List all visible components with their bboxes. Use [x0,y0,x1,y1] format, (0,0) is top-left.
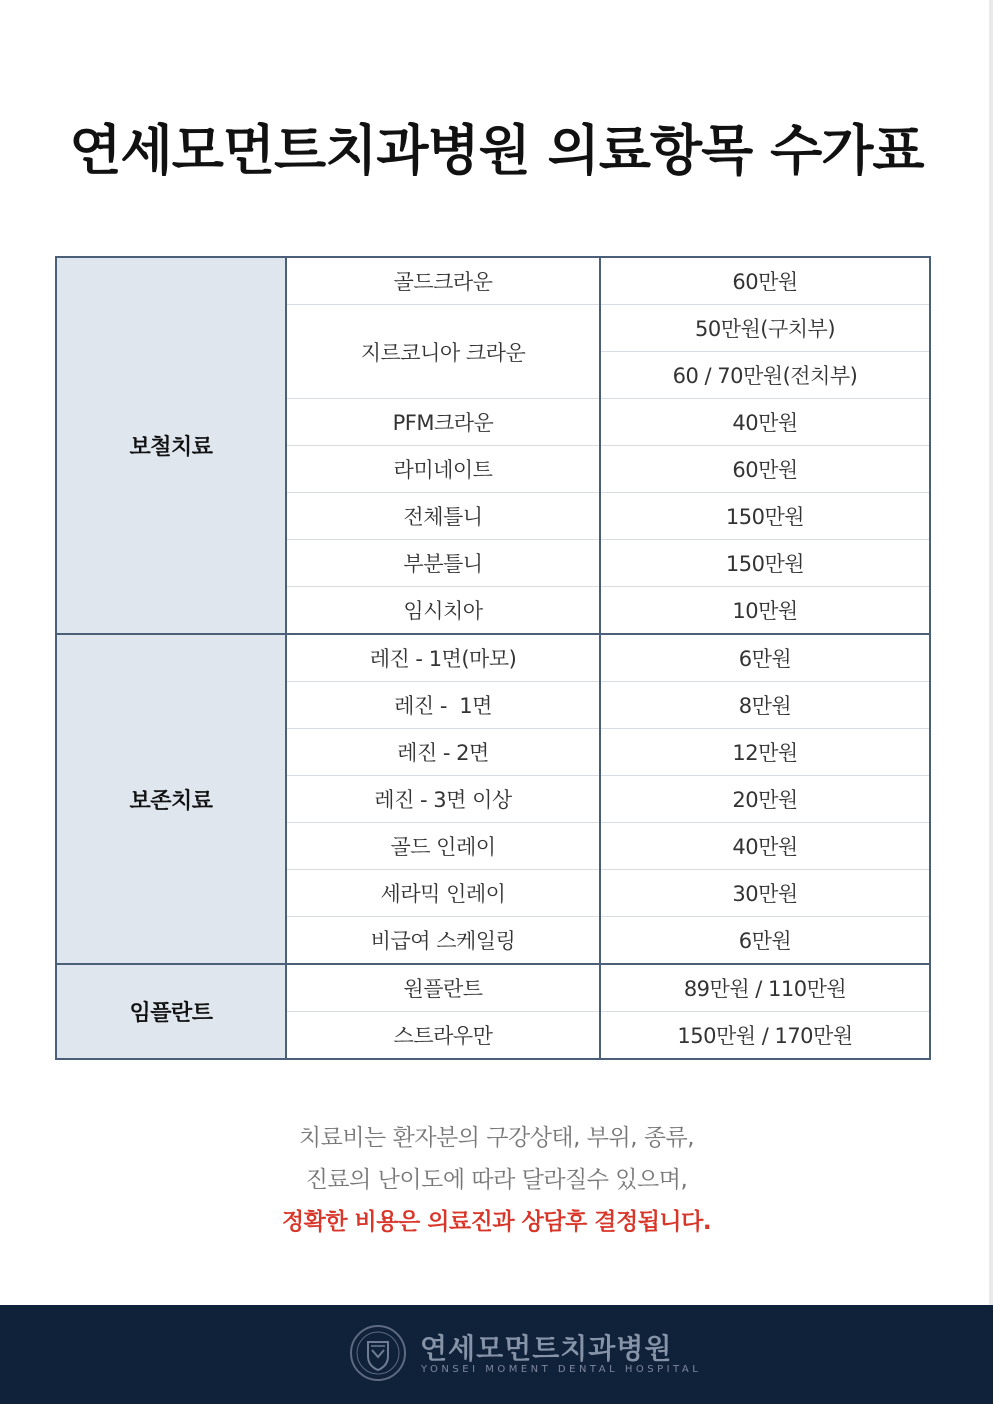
price-partial-denture: 150만원 [600,540,930,587]
notes [0,1117,993,1243]
price-resin-1: 8만원 [600,682,930,729]
price-zirconia-posterior: 50만원(구치부) [600,305,930,352]
item-ceramic-inlay: 세라믹 인레이 [286,870,600,917]
price-temporary-tooth: 10만원 [600,587,930,635]
item-temporary-tooth: 임시치아 [286,587,600,635]
item-one-implant: 원플란트 [286,964,600,1012]
item-laminate: 라미네이트 [286,446,600,493]
price-gold-inlay: 40만원 [600,823,930,870]
item-partial-denture: 부분틀니 [286,540,600,587]
category-prosthetic: 보철치료 [56,257,286,634]
item-gold-inlay: 골드 인레이 [286,823,600,870]
price-scaling: 6만원 [600,917,930,965]
item-scaling: 비급여 스케일링 [286,917,600,965]
price-ceramic-inlay: 30만원 [600,870,930,917]
category-implant: 임플란트 [56,964,286,1059]
table-row [56,964,930,1012]
price-laminate: 60만원 [600,446,930,493]
note-line-1: 치료비는 환자분의 구강상태, 부위, 종류, [298,1125,695,1151]
price-gold-crown: 60만원 [600,257,930,305]
item-resin-1-wear: 레진 - 1면(마모) [286,634,600,682]
item-full-denture: 전체틀니 [286,493,600,540]
footer-hospital-name-en: YONSEI MOMENT DENTAL HOSPITAL [421,1364,702,1375]
price-resin-2: 12만원 [600,729,930,776]
page-edge [989,0,993,1305]
fee-table [55,256,931,1060]
item-zirconia-crown: 지르코니아 크라운 [286,305,600,399]
table-row [56,634,930,682]
item-resin-2: 레진 - 2면 [286,729,600,776]
table-row [56,257,930,305]
footer-hospital-name: 연세모먼트치과병원 [420,1332,673,1365]
item-gold-crown: 골드크라운 [286,257,600,305]
price-resin-3: 20만원 [600,776,930,823]
price-full-denture: 150만원 [600,493,930,540]
item-resin-3: 레진 - 3면 이상 [286,776,600,823]
item-straumann: 스트라우만 [286,1012,600,1060]
price-one-implant: 89만원 / 110만원 [600,964,930,1012]
price-straumann: 150만원 / 170만원 [600,1012,930,1060]
price-zirconia-anterior: 60 / 70만원(전치부) [600,352,930,399]
item-resin-1: 레진 - 1면 [286,682,600,729]
page-title: 연세모먼트치과병원 의료항목 수가표 [69,119,924,182]
price-pfm-crown: 40만원 [600,399,930,446]
footer [0,1305,993,1404]
shield-emblem-icon [349,1324,407,1382]
item-pfm-crown: PFM크라운 [286,399,600,446]
category-conservative: 보존치료 [56,634,286,964]
price-resin-1-wear: 6만원 [600,634,930,682]
note-line-2: 진료의 난이도에 따라 달라질수 있으며, [305,1167,688,1193]
note-emphasis: 정확한 비용은 의료진과 상담후 결정됩니다. [281,1209,712,1235]
